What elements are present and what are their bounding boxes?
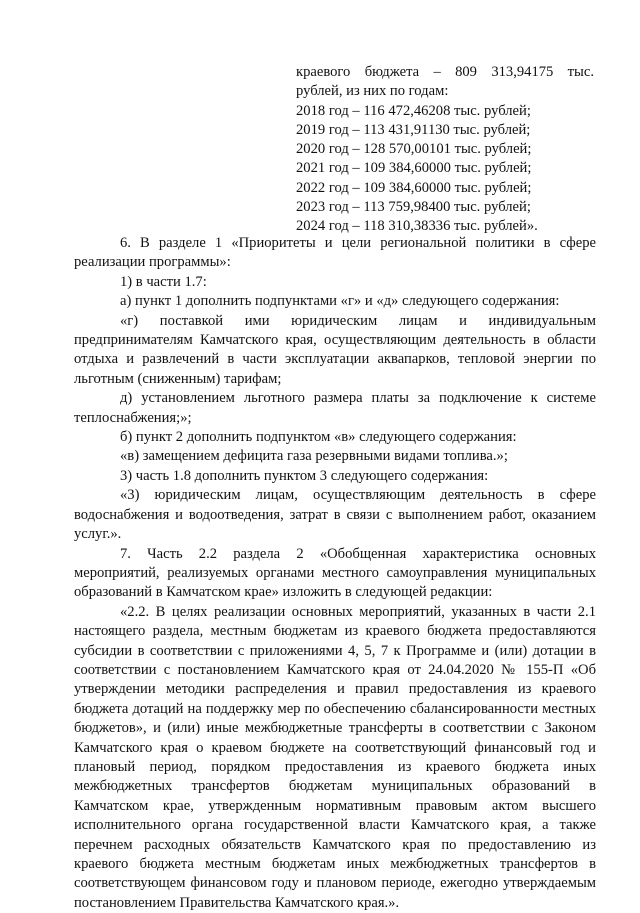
budget-total-line-cont: рублей, из них по годам: (296, 83, 449, 100)
budget-year-2018: 2018 год – 116 472,46208 тыс. рублей; (296, 102, 531, 119)
budget-total-line: краевого бюджета – 809 313,94175 тыс. (296, 64, 594, 80)
budget-year-2020: 2020 год – 128 570,00101 тыс. рублей; (296, 141, 532, 158)
budget-summary-block (296, 63, 594, 237)
budget-year-2024: 2024 год – 118 310,38336 тыс. рублей». (296, 218, 538, 235)
paragraph-point-3: «3) юридическим лицам, осуществляющим деятельность в сфере водоснабжения и водоотведения, затрат в связи с выполнением работ, оказанием услуг.». (74, 487, 596, 543)
budget-year-2021: 2021 год – 109 384,60000 тыс. рублей; (296, 160, 532, 177)
paragraph-point-a: а) пункт 1 дополнить подпунктами «г» и «д» следующего содержания: (120, 293, 560, 310)
paragraph-subpoint-g: «г) поставкой ими юридическим лицам и индивидуальным предпринимателям Камчатского края, осуществляющим деятельность в области отдыха и развлечений в части эксплуатации аквапарков, тепловой энергии по льготным (сниженным) тарифам; (74, 312, 596, 387)
paragraph-point-b: б) пункт 2 дополнить подпунктом «в» следующего содержания: (120, 429, 517, 446)
paragraph-subpoint-v: «в) замещением дефицита газа резервными видами топлива.»; (120, 448, 508, 465)
paragraph-item-7: 7. Часть 2.2 раздела 2 «Обобщенная характеристика основных мероприятий, реализуемых органами местного самоуправления муниципальных образований в Камчатском крае» изложить в следующей редакции: (74, 545, 596, 601)
budget-year-2022: 2022 год – 109 384,60000 тыс. рублей; (296, 179, 532, 196)
paragraph-part-1-8: 3) часть 1.8 дополнить пунктом 3 следующего содержания: (120, 467, 489, 484)
paragraph-part-1-7: 1) в части 1.7: (120, 273, 207, 290)
budget-year-2019: 2019 год – 113 431,91130 тыс. рублей; (296, 121, 531, 138)
paragraph-part-2-2: «2.2. В целях реализации основных мероприятий, указанных в части 2.1 настоящего раздела, местным бюджетам из краевого бюджета предоставляются субсидии в соответствии с приложениями 4, 5, 7 к Программе и (или) дотации в соответствии с постановлением Камчатского края от 24.04.2020 № 155-П «Об утверждении методики распределения и правил предоставления из краевого бюджета дотаций на поддержку мер по обеспечению сбалансированности местных бюджетов», и (или) иные межбюджетные трансферты в соответствии с Законом Камчатского края о краевом бюджете на соответствующий финансовый год и плановый период, порядком предоставления из краевого бюджета иных межбюджетных трансфертов бюджетам муниципальных образований в Камчатском крае, утвержденным нормативным правовым актом высшего исполнительного органа государственной власти Камчатского края, а также перечнем расходных обязательств Камчатского края по предоставлению из краевого бюджета местным бюджетам иных межбюджетных трансфертов в соответствующем финансовом году и плановом периоде, ежегодно утверждаемым постановлением Правительства Камчатского края.». (74, 603, 596, 911)
paragraph-subpoint-d: д) установлением льготного размера платы за подключение к системе теплоснабжения;»; (74, 390, 596, 426)
paragraph-item-6: 6. В разделе 1 «Приоритеты и цели региональной политики в сфере реализации программы»: (74, 235, 596, 271)
document-body (74, 234, 596, 913)
budget-year-2023: 2023 год – 113 759,98400 тыс. рублей; (296, 199, 531, 216)
